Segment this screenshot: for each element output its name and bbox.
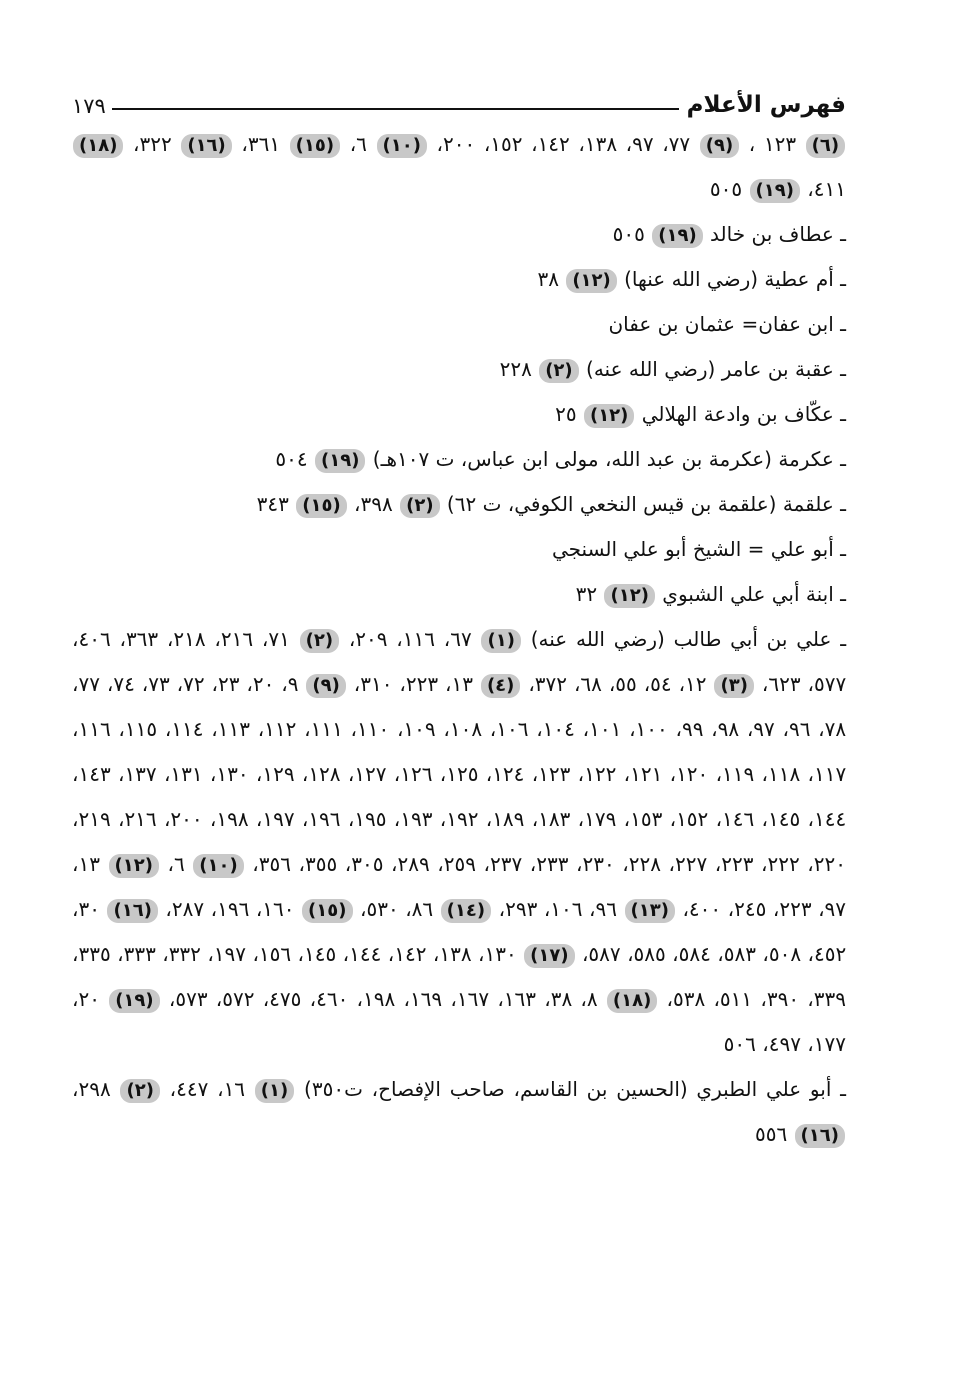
index-entry: ـ ابنة أبي علي الشبوي (١٢) ٣٢ bbox=[72, 572, 846, 617]
page-header bbox=[72, 84, 846, 118]
volume-badge: (١٢) bbox=[604, 584, 654, 608]
index-entry: ـ عكّاف بن وادعة الهلالي (١٢) ٢٥ bbox=[72, 392, 846, 437]
volume-badge: (١) bbox=[481, 629, 520, 653]
volume-badge: (٢) bbox=[120, 1079, 159, 1103]
index-page bbox=[72, 84, 846, 1157]
volume-badge: (١٢) bbox=[566, 269, 616, 293]
volume-badge: (٣) bbox=[714, 674, 753, 698]
volume-badge: (١٥) bbox=[290, 134, 340, 158]
index-entry: ـ علقمة (علقمة بن قيس النخعي الكوفي، ت ٦٢) (٢) ٣٩٨، (١٥) ٣٤٣ bbox=[72, 482, 846, 527]
volume-badge: (١٩) bbox=[315, 449, 365, 473]
volume-badge: (٢) bbox=[539, 359, 578, 383]
index-entry: (٦) ١٢٣ ، (٩) ٧٧، ٩٧، ١٣٨، ١٤٢، ١٥٢، ٢٠٠، (١٠) ٦، (١٥) ٣٦١، (١٦) ٣٢٢، (١٨) ٤١١، (١٩) ٥٠٥ bbox=[72, 122, 846, 212]
page-number: ١٧٩ bbox=[72, 94, 106, 118]
volume-badge: (١٧) bbox=[524, 944, 574, 968]
index-entry: ـ أم عطية (رضي الله عنها) (١٢) ٣٨ bbox=[72, 257, 846, 302]
volume-badge: (١٦) bbox=[107, 899, 157, 923]
index-entry: ـ أبو علي = الشيخ أبو علي السنجي bbox=[72, 527, 846, 572]
volume-badge: (٩) bbox=[700, 134, 739, 158]
volume-badge: (١٥) bbox=[296, 494, 346, 518]
volume-badge: (١٩) bbox=[109, 989, 159, 1013]
volume-badge: (١٨) bbox=[73, 134, 123, 158]
page-title: فهرس الأعلام bbox=[686, 92, 846, 118]
volume-badge: (١٠) bbox=[377, 134, 427, 158]
volume-badge: (١٨) bbox=[607, 989, 657, 1013]
volume-badge: (٢) bbox=[300, 629, 339, 653]
volume-badge: (٩) bbox=[306, 674, 345, 698]
volume-badge: (١٢) bbox=[109, 854, 159, 878]
volume-badge: (١٩) bbox=[750, 179, 800, 203]
index-entry: ـ علي بن أبي طالب (رضي الله عنه) (١) ٦٧، ١١٦، ٢٠٩، (٢) ٧١، ٢١٦، ٢١٨، ٣٦٣، ٤٠٦، ٥٧٧، ٦٢٣، (٣) ١٢، ٥٤، ٥٥، ٦٨، ٣٧٢، (٤) ١٣، ٢٢٣، ٣١٠، (٩) ٩، ٢٠، ٢٣، ٧٢، ٧٣، ٧٤، ٧٧، ٧٨، ٩٦، ٩٧، ٩٨، ٩٩، ١٠٠، ١٠١، ١٠٤، ١٠٦، ١٠٨، ١٠٩، ١١٠، ١١١، ١١٢، ١١٣، ١١٤، ١١٥، ١١٦، ١١٧، ١١٨، ١١٩، ١٢٠، ١٢١، ١٢٢، ١٢٣، ١٢٤، ١٢٥، ١٢٦، ١٢٧، ١٢٨، ١٢٩، ١٣٠، ١٣١، ١٣٧، ١٤٣، ١٤٤، ١٤٥، ١٤٦، ١٥٢، ١٥٣، ١٧٩، ١٨٣، ١٨٩، ١٩٢، ١٩٣، ١٩٥، ١٩٦، ١٩٧، ١٩٨، ٢٠٠، ٢١٦، ٢١٩، ٢٢٠، ٢٢٢، ٢٢٣، ٢٢٧، ٢٢٨، ٢٣٠، ٢٣٣، ٢٣٧، ٢٥٩، ٢٨٩، ٣٠٥، ٣٥٥، ٣٥٦، (١٠) ٦، (١٢) ١٣، ٩٧، ٢٢٣، ٢٤٥، ٤٠٠، (١٣) ٩٦، ١٠٦، ٢٩٣، (١٤) ٨٦، ٥٣٠، (١٥) ١٦٠، ١٩٦، ٢٨٧، (١٦) ٣٠، ٤٥٢، ٥٠٨، ٥٨٣، ٥٨٤، ٥٨٥، ٥٨٧، (١٧) ١٣٠، ١٣٨، ١٤٢، ١٤٤، ١٤٥، ١٥٦، ١٩٧، ٣٣٢، ٣٣٣، ٣٣٥، ٣٣٩، ٣٩٠، ٥١١، ٥٣٨، (١٨) ٨، ٣٨، ١٦٣، ١٦٧، ١٦٩، ١٩٨، ٤٦٠، ٤٧٥، ٥٧٢، ٥٧٣، (١٩) ٢٠، ١٧٧، ٤٩٧، ٥٠٦ bbox=[72, 617, 846, 1067]
volume-badge: (١٢) bbox=[584, 404, 634, 428]
volume-badge: (١٦) bbox=[181, 134, 231, 158]
volume-badge: (١٣) bbox=[625, 899, 675, 923]
index-entries bbox=[72, 122, 846, 1157]
volume-badge: (١٤) bbox=[441, 899, 491, 923]
volume-badge: (٢) bbox=[400, 494, 439, 518]
volume-badge: (١٩) bbox=[652, 224, 702, 248]
index-entry: ـ عكرمة (عكرمة بن عبد الله، مولى ابن عباس، ت ١٠٧هـ) (١٩) ٥٠٤ bbox=[72, 437, 846, 482]
volume-badge: (٦) bbox=[806, 134, 845, 158]
volume-badge: (١) bbox=[255, 1079, 294, 1103]
volume-badge: (١٦) bbox=[795, 1124, 845, 1148]
index-entry: ـ أبو علي الطبري (الحسين بن القاسم، صاحب الإفصاح، ت٣٥٠) (١) ١٦، ٤٤٧، (٢) ٢٩٨، (١٦) ٥٥٦ bbox=[72, 1067, 846, 1157]
volume-badge: (١٥) bbox=[302, 899, 352, 923]
index-entry: ـ عقبة بن عامر (رضي الله عنه) (٢) ٢٢٨ bbox=[72, 347, 846, 392]
volume-badge: (٤) bbox=[481, 674, 520, 698]
header-rule bbox=[112, 108, 679, 110]
index-entry: ـ ابن عفان= عثمان بن عفان bbox=[72, 302, 846, 347]
volume-badge: (١٠) bbox=[193, 854, 243, 878]
index-entry: ـ عطاف بن خالد (١٩) ٥٠٥ bbox=[72, 212, 846, 257]
